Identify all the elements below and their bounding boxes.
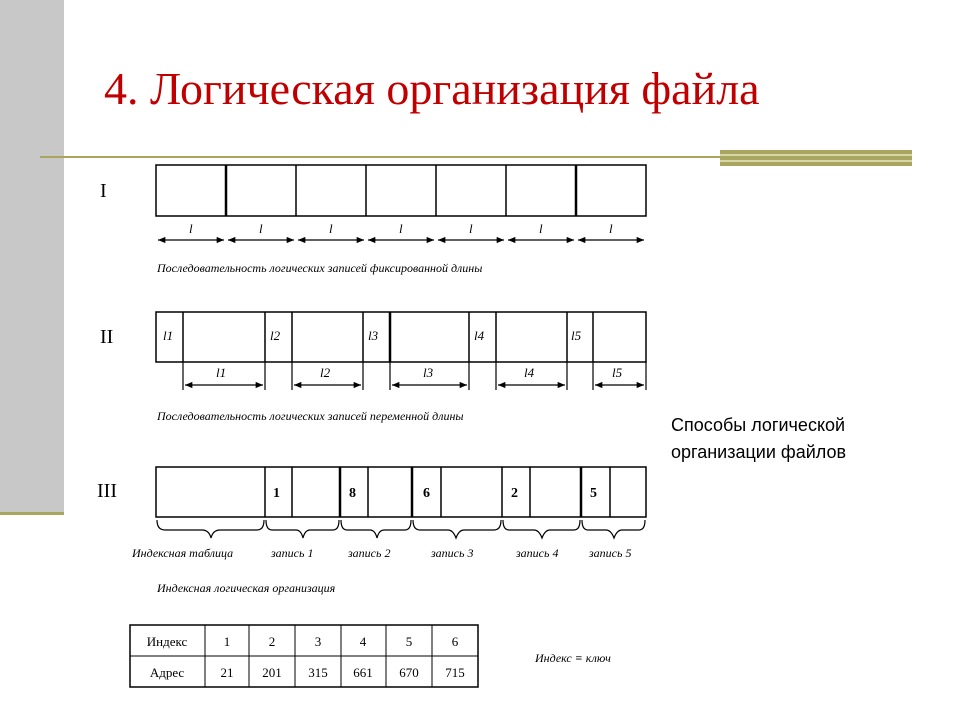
brace-label-index-table: Индексная таблица: [132, 546, 234, 560]
slide-title: 4. Логическая организация файла: [104, 63, 760, 114]
record-length-l1: l1: [216, 365, 227, 380]
brace-label-record-4: запись 4: [516, 546, 559, 560]
table-cell: 21: [220, 665, 234, 680]
section-2-numeral: II: [100, 326, 114, 348]
record-braces: [157, 520, 645, 538]
table-cell: 5: [405, 634, 413, 649]
section-indexed: [97, 467, 646, 595]
record-key-1: 1: [273, 486, 280, 501]
table-cell: 661: [353, 665, 373, 680]
record-key-8: 8: [349, 486, 356, 501]
indexed-records-strip: [156, 467, 646, 517]
table-cell-index-header: Индекс: [146, 634, 188, 649]
fixed-len-label: l: [189, 221, 193, 236]
length-field-l4: l4: [474, 328, 485, 343]
table-cell: 201: [262, 665, 282, 680]
table-cell: 4: [359, 634, 367, 649]
table-cell: 315: [308, 665, 328, 680]
table-cell: 1: [223, 634, 231, 649]
length-field-l1: l1: [163, 328, 174, 343]
length-field-l2: l2: [270, 328, 281, 343]
record-length-l3: l3: [423, 365, 434, 380]
caption-line-2: организации файлов: [671, 442, 847, 462]
section-1-caption: Последовательность логических записей фиксированной длины: [157, 261, 483, 275]
table-cell-address-header: Адрес: [149, 665, 185, 680]
brace-label-record-2: запись 2: [348, 546, 391, 560]
brace-label-record-1: запись 1: [271, 546, 314, 560]
fixed-len-label: l: [399, 221, 403, 236]
index-table: [130, 625, 478, 687]
record-key-6: 6: [423, 486, 430, 501]
fixed-len-label: l: [329, 221, 333, 236]
fixed-len-label: l: [539, 221, 543, 236]
section-2-caption: Последовательность логических записей переменной длины: [157, 409, 464, 423]
record-length-l4: l4: [524, 365, 535, 380]
section-fixed-length: [100, 165, 646, 275]
length-field-l5: l5: [571, 328, 582, 343]
fixed-len-label: l: [609, 221, 613, 236]
table-cell: 2: [268, 634, 276, 649]
caption-line-1: Способы логической: [671, 415, 846, 435]
table-cell: 670: [399, 665, 419, 680]
record-length-l5: l5: [612, 365, 623, 380]
table-cell: 715: [445, 665, 465, 680]
table-cell: 3: [314, 634, 322, 649]
section-variable-length: [100, 312, 646, 423]
section-3-caption: Индексная логическая организация: [157, 581, 336, 595]
record-key-2: 2: [511, 486, 518, 501]
fixed-len-label: l: [469, 221, 473, 236]
section-1-numeral: I: [100, 180, 107, 202]
record-length-l2: l2: [320, 365, 331, 380]
table-cell: 6: [451, 634, 459, 649]
fixed-len-label: l: [259, 221, 263, 236]
length-field-l3: l3: [368, 328, 379, 343]
section-3-numeral: III: [97, 480, 117, 502]
brace-label-record-3: запись 3: [431, 546, 474, 560]
fixed-records-strip: [156, 165, 646, 216]
index-equals-key-note: Индекс ≡ ключ: [535, 651, 611, 665]
record-key-5: 5: [590, 486, 597, 501]
brace-label-record-5: запись 5: [589, 546, 632, 560]
